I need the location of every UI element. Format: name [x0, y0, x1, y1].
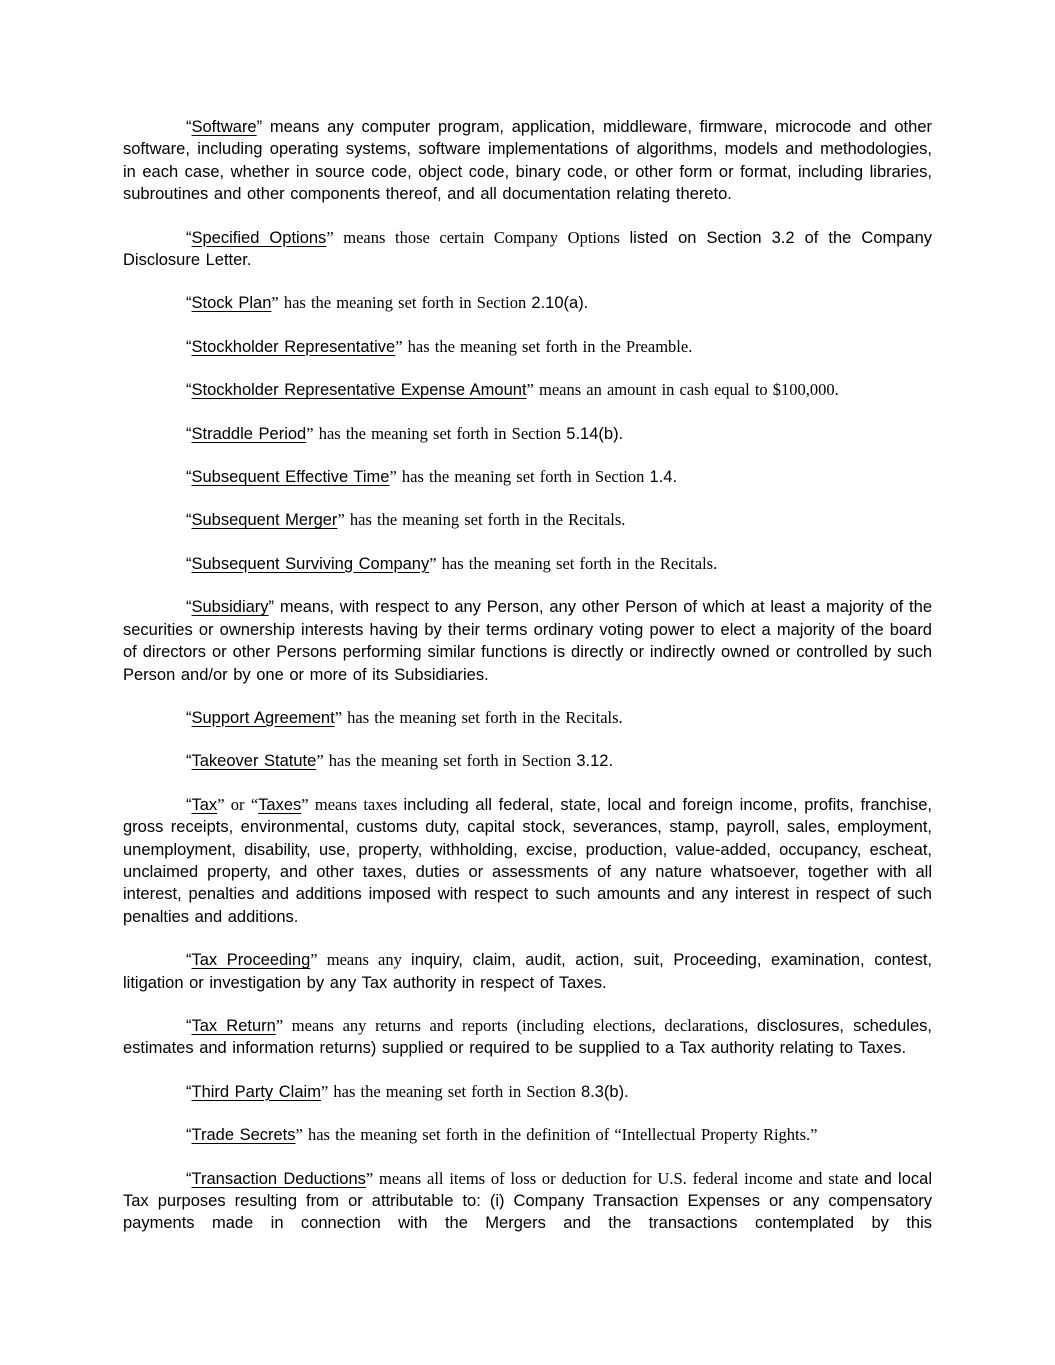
text-segment: “ — [186, 1169, 192, 1188]
paragraph — [123, 509, 932, 531]
defined-term: Straddle Period — [191, 424, 307, 443]
text-segment: “ — [186, 228, 192, 247]
paragraph — [123, 336, 932, 358]
defined-term: Tax — [191, 795, 218, 814]
text-segment: inquiry, claim, audit, action, suit, Proceeding, examination, contest, litigation or investigation by any Tax authority in respect of Taxes. — [123, 951, 932, 992]
paragraph — [123, 596, 932, 686]
text-segment: ” means those certain Company Options — [326, 227, 630, 247]
text-segment: ” has the meaning set forth in the Recitals. — [337, 510, 626, 530]
defined-term: Stockholder Representative — [191, 337, 396, 356]
text-segment: 1.4. — [649, 468, 678, 487]
defined-term: Takeover Statute — [191, 752, 317, 771]
document-body — [123, 116, 932, 1256]
paragraph — [123, 227, 932, 272]
text-segment: “ — [186, 1082, 192, 1101]
paragraph — [123, 707, 932, 729]
paragraph — [123, 466, 932, 488]
defined-term: Stockholder Representative Expense Amount — [191, 381, 527, 400]
defined-term: Third Party Claim — [191, 1082, 321, 1101]
defined-term: Subsequent Merger — [191, 511, 338, 530]
text-segment: ” has the meaning set forth in Section — [306, 423, 567, 443]
defined-term: Tax Proceeding — [191, 951, 311, 970]
text-segment: ” has the meaning set forth in Section — [271, 293, 532, 313]
text-segment: “ — [186, 598, 192, 617]
text-segment: “ — [186, 795, 192, 814]
text-segment: ” means any returns and reports (including elections, declarations, — [275, 1015, 757, 1035]
paragraph — [123, 423, 932, 445]
paragraph — [123, 1168, 932, 1235]
text-segment: 3.12. — [576, 752, 614, 771]
text-segment: and local Tax purposes resulting from or attributable to: (i) Company Transaction Expenses or any compensatory payments made in connection with the Mergers and the transactions contemplated by this — [123, 1169, 932, 1233]
text-segment: disclosures, schedules, estimates and information returns) supplied or required to be supplied to a Tax authority relating to Taxes. — [123, 1016, 932, 1058]
text-segment: “ — [186, 381, 192, 400]
defined-term: Trade Secrets — [191, 1126, 296, 1145]
text-segment: ” means all items of loss or deduction for U.S. federal income and state — [365, 1168, 865, 1188]
text-segment: “ — [186, 1016, 192, 1035]
text-segment: “ — [186, 1126, 192, 1145]
text-segment: 5.14(b). — [566, 424, 624, 443]
paragraph — [123, 794, 932, 928]
text-segment: “ — [186, 294, 192, 313]
text-segment: ” has the meaning set forth in the Preamble. — [395, 336, 693, 356]
text-segment: ” means, with respect to any Person, any other Person of which at least a majority of the securities or ownership interests having by their terms ordinary voting power to elect a majority of the board of directors or other Persons performing similar functions is directly or indirectly owned or controlled by such Person and/or by one or more of its Subsidiaries. — [123, 598, 932, 684]
defined-term: Subsequent Effective Time — [191, 468, 390, 487]
defined-term: Transaction Deductions — [191, 1169, 366, 1188]
paragraph — [123, 553, 932, 575]
text-segment: “ — [186, 554, 192, 573]
text-segment: ” means an amount in cash equal to $100,000. — [526, 380, 839, 400]
paragraph — [123, 116, 932, 206]
text-segment: “ — [186, 468, 192, 487]
text-segment: including all federal, state, local and foreign income, profits, franchise, gross receipts, environmental, customs duty, capital stock, severances, stamp, payroll, sales, employment, unemployment, disability, use, property, withholding, excise, production, value-added, occupancy, escheat, unclaimed property, and other taxes, duties or assessments of any nature whatsoever, together with all interest, penalties and additions imposed with respect to such amounts and any interest in respect of such penalties and additions. — [123, 795, 932, 926]
paragraph — [123, 292, 932, 314]
text-segment: 2.10(a). — [531, 294, 589, 313]
paragraph — [123, 1015, 932, 1060]
defined-term: Support Agreement — [191, 708, 335, 727]
text-segment: “ — [186, 118, 192, 136]
text-segment: listed on Section 3.2 of the Company Disclosure Letter. — [123, 228, 933, 270]
text-segment: ” means any — [310, 950, 412, 970]
paragraph — [123, 750, 932, 772]
defined-term: Tax Return — [191, 1016, 276, 1035]
text-segment: ” has the meaning set forth in the Recitals. — [429, 553, 718, 573]
text-segment: “ — [186, 337, 192, 356]
paragraph — [123, 1124, 932, 1146]
text-segment: ” has the meaning set forth in Section — [316, 751, 577, 771]
text-segment: “ — [186, 752, 192, 771]
text-segment: ” has the meaning set forth in Section — [320, 1081, 581, 1101]
defined-term: Software — [191, 118, 257, 136]
defined-term: Specified Options — [191, 228, 327, 247]
text-segment: ” has the meaning set forth in the Recitals. — [334, 707, 623, 727]
defined-term: Subsequent Surviving Company — [191, 554, 430, 573]
defined-term: Stock Plan — [191, 294, 272, 313]
text-segment: “ — [186, 511, 192, 530]
text-segment: “ — [186, 708, 192, 727]
text-segment: ” has the meaning set forth in the definition of “Intellectual Property Rights.” — [295, 1125, 818, 1145]
text-segment: ” has the meaning set forth in Section — [389, 467, 650, 487]
text-segment: ” means any computer program, application, middleware, firmware, microcode and other software, including operating systems, software implementations of algorithms, models and methodologies, in each case, whether in source code, object code, binary code, or other form or format, including libraries, subroutines and other components thereof, and all documentation relating thereto. — [123, 118, 932, 204]
defined-term: Taxes — [258, 795, 302, 814]
text-segment: ” or “ — [217, 794, 259, 814]
text-segment: “ — [186, 424, 192, 443]
defined-term: Subsidiary — [191, 598, 269, 617]
paragraph — [123, 949, 932, 994]
paragraph — [123, 1081, 932, 1103]
paragraph — [123, 379, 932, 401]
text-segment: ” means taxes — [301, 794, 404, 814]
text-segment: 8.3(b). — [580, 1082, 629, 1101]
text-segment: “ — [186, 951, 192, 970]
